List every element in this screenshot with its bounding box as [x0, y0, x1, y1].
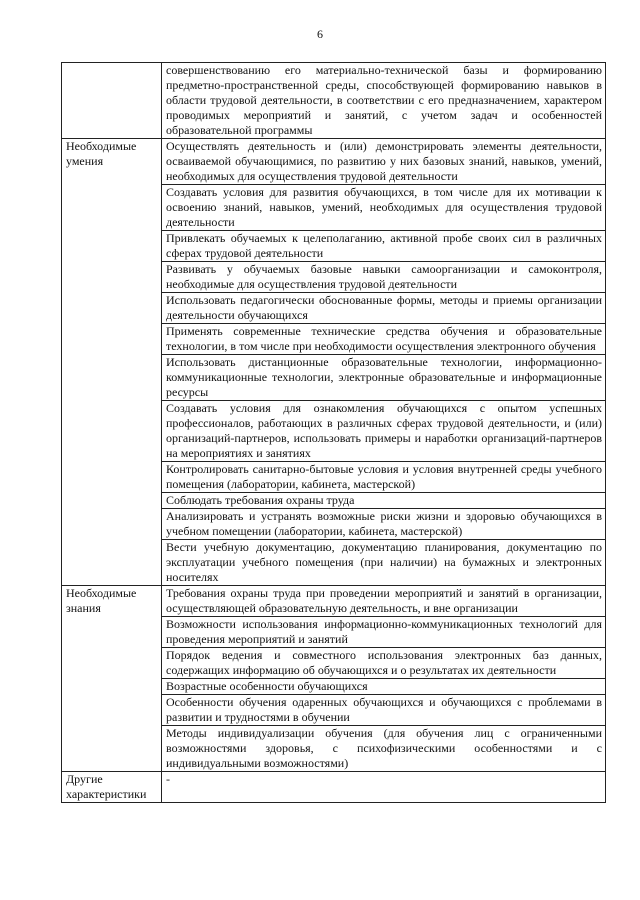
section-item-text: Использовать дистанционные образовательные технологии, информационно-коммуникационные технологии, электронные образовательные и информационные ресурсы	[166, 355, 602, 399]
section-item	[162, 726, 606, 772]
section-item-text: Вести учебную документацию, документацию планирования, документацию по эксплуатации учебного помещения (при наличии) на бумажных и электронных носителях	[166, 540, 602, 584]
section-item-text: Контролировать санитарно-бытовые условия и условия внутренней среды учебного помещения (лаборатории, кабинета, мастерской)	[166, 462, 602, 491]
table-row	[62, 772, 606, 803]
section-label: Необходимые знания	[62, 586, 162, 772]
section-item-text: Осуществлять деятельность и (или) демонстрировать элементы деятельности, осваиваемой обучающимися, по развитию у них базовых знаний, навыков, умений, необходимых для осуществления трудовой деятельности	[166, 139, 602, 183]
section-item	[162, 231, 606, 262]
section-item-text: Порядок ведения и совместного использования электронных баз данных, содержащих информацию об обучающихся и о результатах их деятельности	[166, 648, 602, 677]
table-row	[62, 139, 606, 185]
section-item-text: Требования охраны труда при проведении мероприятий и занятий в организации, осуществляющей образовательную деятельность, и вне организации	[166, 586, 602, 615]
section-item	[162, 262, 606, 293]
section-item	[162, 648, 606, 679]
section-item-text: Развивать у обучаемых базовые навыки самоорганизации и самоконтроля, необходимые для осуществления трудовой деятельности	[166, 262, 602, 291]
section-item-text: -	[166, 772, 170, 786]
section-item	[162, 355, 606, 401]
section-item-text: Создавать условия для ознакомления обучающихся с опытом успешных профессионалов, работающих в различных сферах трудовой деятельности, и (или) организаций-партнеров, использовать примеры и наработки организаций-партнеров на мероприятиях и занятиях	[166, 401, 602, 460]
section-item-text: Применять современные технические средства обучения и образовательные технологии, в том числе при необходимости осуществления электронного обучения	[166, 324, 602, 353]
section-item-text: Создавать условия для развития обучающихся, в том числе для их мотивации к освоению знаний, навыков, умений, необходимых для осуществления трудовой деятельности	[166, 185, 602, 229]
section-label	[62, 63, 162, 139]
section-item-text: Анализировать и устранять возможные риски жизни и здоровью обучающихся в учебном помещении (лаборатории, кабинета, мастерской)	[166, 509, 602, 538]
section-item	[162, 324, 606, 355]
section-item	[162, 772, 606, 803]
section-item	[162, 617, 606, 648]
section-item-text: Возрастные особенности обучающихся	[166, 679, 368, 693]
section-item-text: Привлекать обучаемых к целеполаганию, активной пробе своих сил в различных сферах трудовой деятельности	[166, 231, 602, 260]
table-row	[62, 586, 606, 617]
section-item	[162, 679, 606, 695]
section-item-text: Методы индивидуализации обучения (для обучения лиц с ограниченными возможностями здоровья, с психофизическими особенностями и с индивидуальными возможностями)	[166, 726, 602, 770]
section-item-text: Использовать педагогически обоснованные формы, методы и приемы организации деятельности обучающихся	[166, 293, 602, 322]
section-item	[162, 185, 606, 231]
section-item	[162, 493, 606, 509]
section-item	[162, 586, 606, 617]
qualification-table	[61, 62, 606, 803]
table-row	[62, 63, 606, 139]
section-item-text: Соблюдать требования охраны труда	[166, 493, 355, 507]
section-item	[162, 695, 606, 726]
section-item-text: Особенности обучения одаренных обучающихся и обучающихся с проблемами в развитии и трудностями в обучении	[166, 695, 602, 724]
section-label: Необходимые умения	[62, 139, 162, 586]
section-item	[162, 63, 606, 139]
section-label: Другие характеристики	[62, 772, 162, 803]
section-item	[162, 139, 606, 185]
section-item	[162, 462, 606, 493]
section-item	[162, 401, 606, 462]
section-item	[162, 540, 606, 586]
page-number: 6	[317, 27, 323, 41]
section-item	[162, 293, 606, 324]
section-item	[162, 509, 606, 540]
section-item-text: совершенствованию его материально-технической базы и формированию предметно-пространственной среды, способствующей формированию навыков в области трудовой деятельности, в соответствии с его предназначением, характером проводимых мероприятий и занятий, с учетом задач и особенностей образовательной программы	[166, 63, 602, 137]
section-item-text: Возможности использования информационно-коммуникационных технологий для проведения мероприятий и занятий	[166, 617, 602, 646]
